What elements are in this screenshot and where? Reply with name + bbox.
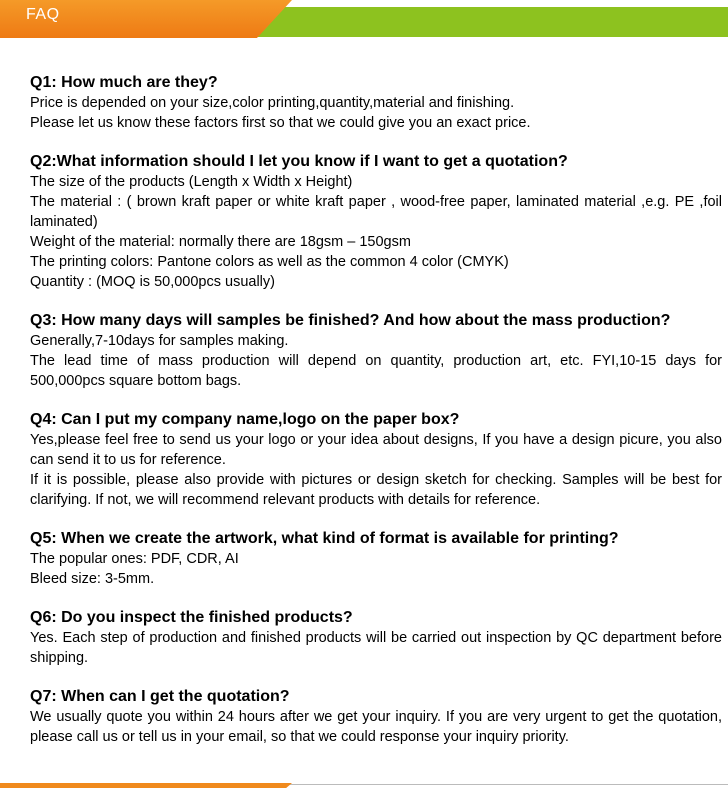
faq-answer bbox=[30, 331, 722, 391]
faq-question: Q1: How much are they? bbox=[30, 74, 218, 91]
faq-item-q4 bbox=[30, 410, 722, 510]
answer-line: Yes,please feel free to send us your logo or your idea about designs, If you have a design picure, you also can send it to us for reference. bbox=[30, 432, 722, 468]
faq-header-banner bbox=[0, 0, 728, 38]
faq-question: Q5: When we create the artwork, what kind of format is available for printing? bbox=[30, 530, 619, 547]
faq-answer bbox=[30, 549, 722, 589]
answer-line: The size of the products (Length x Width x Height) bbox=[30, 174, 353, 190]
faq-item-q5 bbox=[30, 529, 722, 589]
answer-line: Please let us know these factors first so that we could give you an exact price. bbox=[30, 115, 531, 131]
footer-orange-bar bbox=[0, 783, 292, 788]
header-title: FAQ bbox=[26, 6, 60, 23]
answer-line: The popular ones: PDF, CDR, AI bbox=[30, 551, 239, 567]
answer-line: The lead time of mass production will depend on quantity, production art, etc. FYI,10-15 days for 500,000pcs square bottom bags. bbox=[30, 353, 722, 389]
faq-answer bbox=[30, 707, 722, 747]
faq-answer bbox=[30, 172, 722, 292]
answer-line: Weight of the material: normally there are 18gsm – 150gsm bbox=[30, 234, 411, 250]
faq-list bbox=[30, 73, 722, 766]
answer-line: Yes. Each step of production and finished products will be carried out inspection by QC department before shipping. bbox=[30, 630, 722, 666]
faq-answer bbox=[30, 430, 722, 510]
answer-line: We usually quote you within 24 hours after we get your inquiry. If you are very urgent to get the quotation, please call us or tell us in your email, so that we could response your inquiry priority. bbox=[30, 709, 722, 745]
faq-question: Q6: Do you inspect the finished products? bbox=[30, 609, 353, 626]
answer-line: Generally,7-10days for samples making. bbox=[30, 333, 289, 349]
answer-line: The material : ( brown kraft paper or white kraft paper , wood-free paper, laminated material ,e.g. PE ,foil laminated) bbox=[30, 194, 722, 230]
faq-question: Q4: Can I put my company name,logo on the paper box? bbox=[30, 411, 460, 428]
faq-question: Q2:What information should I let you know if I want to get a quotation? bbox=[30, 153, 568, 170]
answer-line: The printing colors: Pantone colors as well as the common 4 color (CMYK) bbox=[30, 254, 509, 270]
answer-line: Bleed size: 3-5mm. bbox=[30, 571, 155, 587]
faq-answer bbox=[30, 93, 722, 133]
answer-line: Quantity : (MOQ is 50,000pcs usually) bbox=[30, 274, 275, 290]
faq-item-q3 bbox=[30, 311, 722, 391]
faq-question: Q3: How many days will samples be finished? And how about the mass production? bbox=[30, 312, 671, 329]
faq-item-q1 bbox=[30, 73, 722, 133]
faq-question: Q7: When can I get the quotation? bbox=[30, 688, 290, 705]
footer-divider bbox=[0, 783, 728, 788]
answer-line: If it is possible, please also provide with pictures or design sketch for checking. Samples will be best for clarifying. If not, we will recommend relevant products with details for reference. bbox=[30, 472, 722, 508]
faq-answer bbox=[30, 628, 722, 668]
faq-item-q2 bbox=[30, 152, 722, 292]
faq-item-q6 bbox=[30, 608, 722, 668]
answer-line: Price is depended on your size,color printing,quantity,material and finishing. bbox=[30, 95, 515, 111]
faq-item-q7 bbox=[30, 687, 722, 747]
